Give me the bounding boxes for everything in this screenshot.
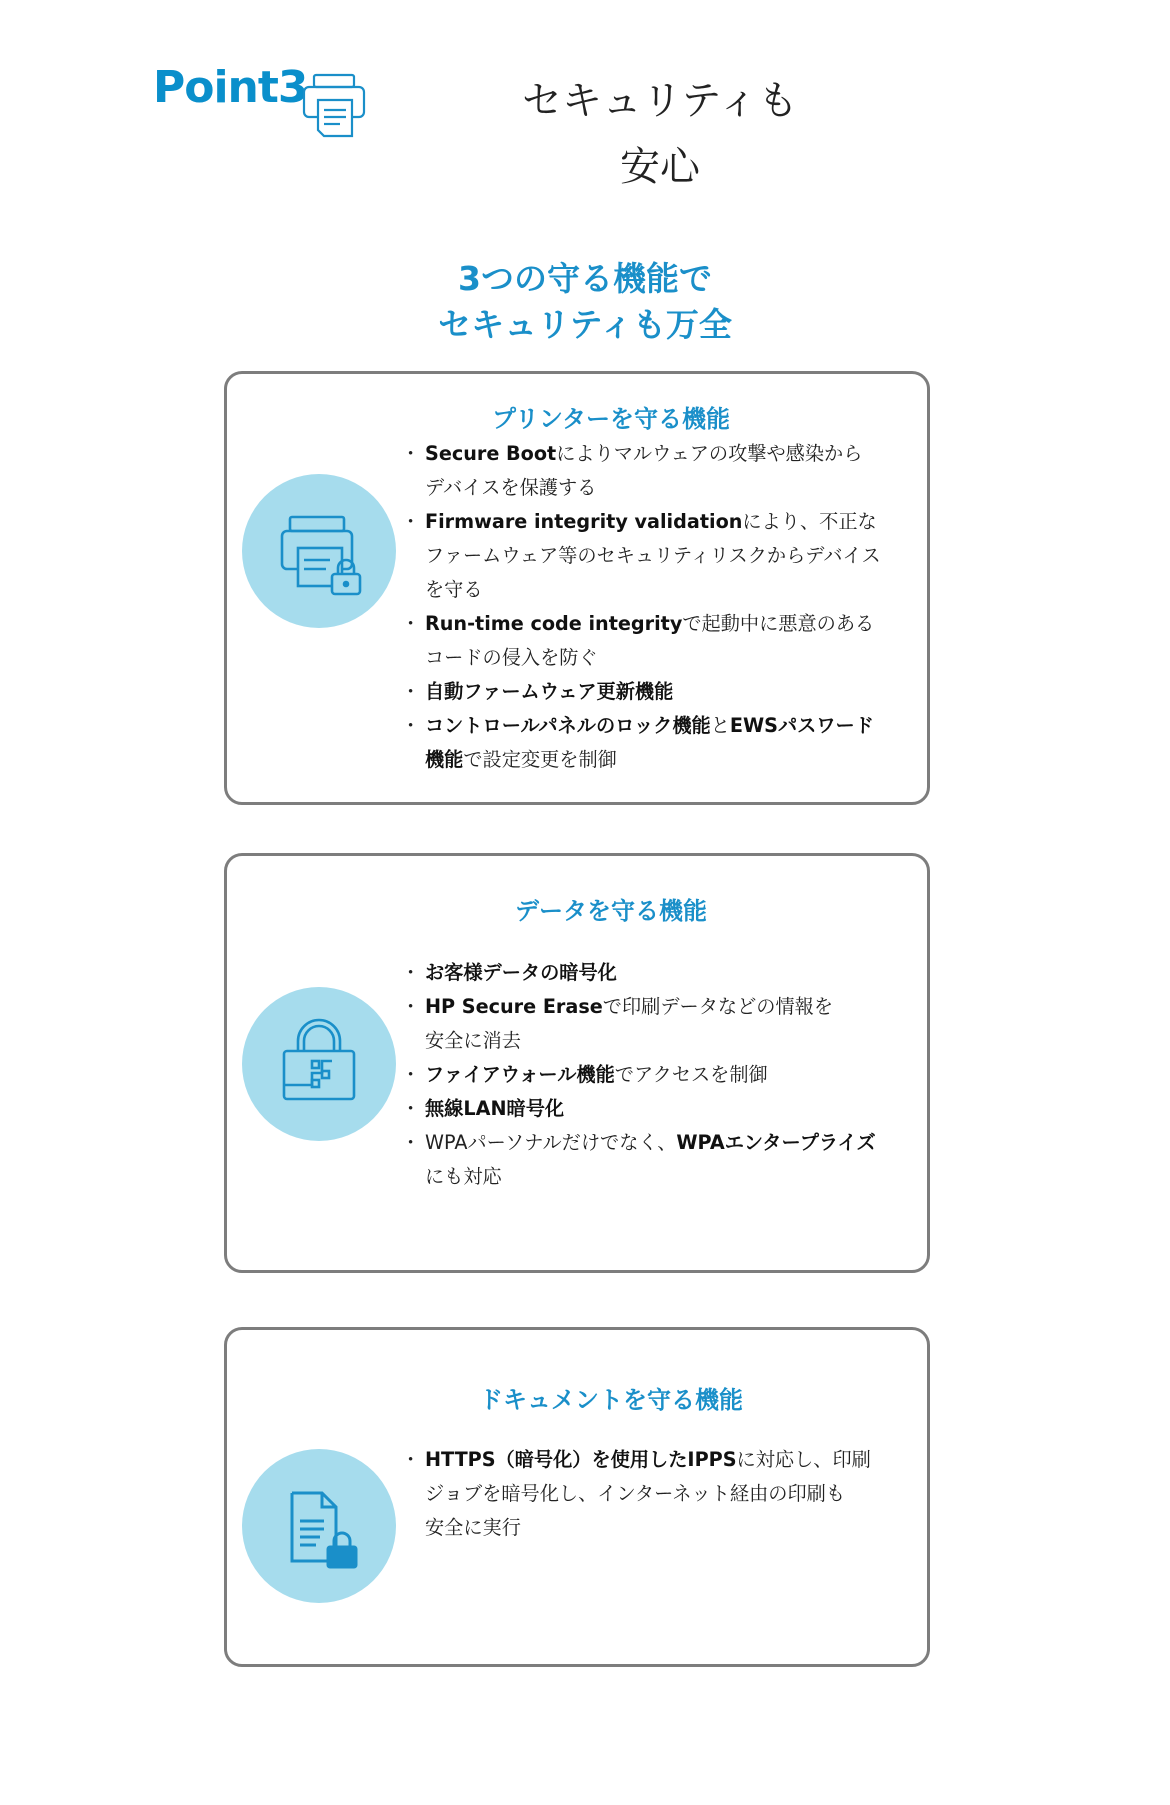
card-feature-list [409,437,919,777]
card-document-protection [224,1327,930,1667]
list-item: ・ HTTPS（暗号化）を使用したIPPSに対応し、印刷 ジョブを暗号化し、インターネット経由の印刷も 安全に実行 [409,1443,919,1545]
document-lock-icon [242,1449,396,1603]
list-item: ・ Secure Bootによりマルウェアの攻撃や感染から デバイスを保護する [409,437,919,505]
headline [330,256,840,348]
page-title [480,68,840,200]
list-item: ・ コントロールパネルのロック機能とEWSパスワード 機能で設定変更を制御 [409,709,919,777]
list-item: ・ HP Secure Eraseで印刷データなどの情報を 安全に消去 [409,990,919,1058]
headline-line2: セキュリティも万全 [438,305,732,344]
list-item: ・ お客様データの暗号化 [409,956,919,990]
card-printer-protection [224,371,930,805]
list-item: ・ WPAパーソナルだけでなく、WPAエンタープライズ にも対応 [409,1126,919,1194]
card-icon-circle [242,474,396,628]
card-data-protection [224,853,930,1273]
list-item: ・ ファイアウォール機能でアクセスを制御 [409,1058,919,1092]
list-item: ・ 無線LAN暗号化 [409,1092,919,1126]
card-feature-list [409,956,919,1194]
list-item: ・ Run-time code integrityで起動中に悪意のある コードの侵入を防ぐ [409,607,919,675]
list-item: ・ Firmware integrity validationにより、不正な ファームウェア等のセキュリティリスクからデバイス を守る [409,505,919,607]
card-feature-list [409,1443,919,1545]
card-title: データを守る機能 [515,897,707,925]
card-title: プリンターを守る機能 [491,405,731,433]
page-title-line1: セキュリティも [522,78,798,124]
list-item: ・ 自動ファームウェア更新機能 [409,675,919,709]
headline-line1: 3つの守る機能で [458,259,712,298]
data-lock-icon [242,987,396,1141]
card-icon-circle [242,987,396,1141]
card-icon-circle [242,1449,396,1603]
page-title-line2: 安心 [620,144,700,190]
printer-icon [300,72,368,138]
printer-lock-icon [242,474,396,628]
point-label: Point3 [153,62,308,113]
card-title: ドキュメントを守る機能 [479,1386,743,1414]
